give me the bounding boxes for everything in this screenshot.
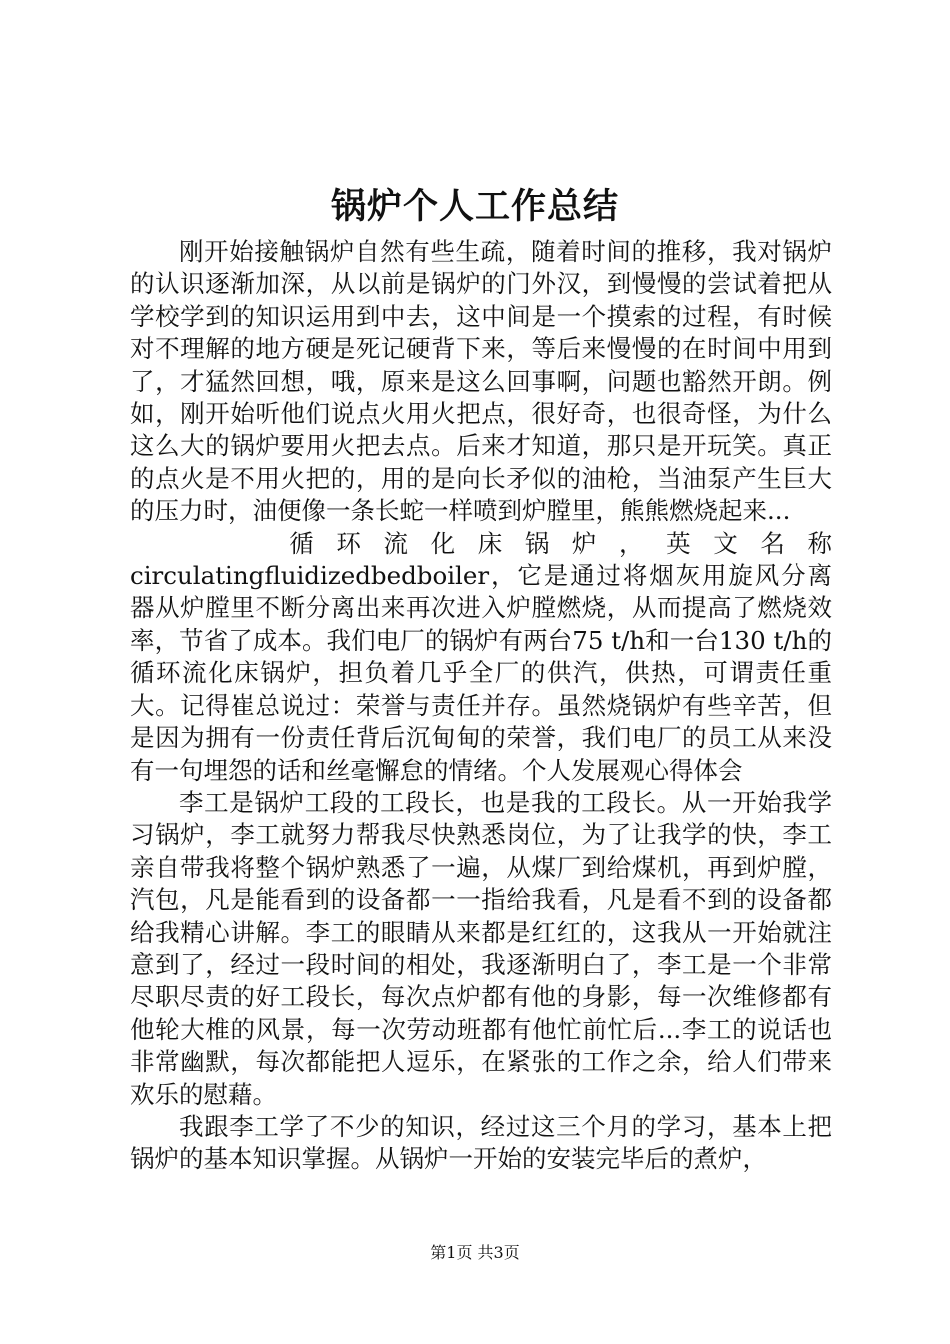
page-number-footer: 第1页 共3页 [430,1243,520,1262]
document-body [130,236,832,1176]
page-title: 锅炉个人工作总结 [330,186,619,227]
paragraph-li-gong: 李工是锅炉工段的工段长，也是我的工段长。从一开始我学习锅炉，李工就努力帮我尽快熟悉岗位，为了让我学的快，李工亲自带我将整个锅炉熟悉了一遍，从煤厂到给煤机，再到炉膛，汽包，凡是能看到的设备都一一指给我看，凡是看不到的设备都给我精心讲解。李工的眼睛从来都是红红的，这我从一开始就注意到了，经过一段时间的相处，我逐渐明白了，李工是一个非常尽职尽责的好工段长，每次点炉都有他的身影，每一次维修都有他轮大椎的风景，每一次劳动班都有他忙前忙后...李工的说话也非常幽默，每次都能把人逗乐，在紧张的工作之余，给人们带来欢乐的慰藉。 [130,787,832,1109]
paragraph-learning: 我跟李工学了不少的知识，经过这三个月的学习，基本上把锅炉的基本知识掌握。从锅炉一开始的安装完毕后的煮炉， [130,1111,832,1174]
paragraph-cfb-description: circulatingfluidizedbedboiler，它是通过将烟灰用旋风分离器从炉膛里不断分离出来再次进入炉膛燃烧，从而提高了燃烧效率，节省了成本。我们电厂的锅炉有两台75 t/h和一台130 t/h的循环流化床锅炉，担负着几乎全厂的供汽，供热，可谓责任重大。记得崔总说过：荣誉与责任并存。虽然烧锅炉有些辛苦，但是因为拥有一份责任背后沉甸甸的荣誉，我们电厂的员工从来没有一句埋怨的话和丝毫懈怠的情绪。个人发展观心得体会 [130,561,832,785]
paragraph-intro: 刚开始接触锅炉自然有些生疏，随着时间的推移，我对锅炉的认识逐渐加深，从以前是锅炉的门外汉，到慢慢的尝试着把从学校学到的知识运用到中去，这中间是一个摸索的过程，有时候对不理解的地方硬是死记硬背下来，等后来慢慢的在时间中用到了，才猛然回想，哦，原来是这么回事啊，问题也豁然开朗。例如，刚开始听他们说点火用火把点，很好奇，也很奇怪，为什么这么大的锅炉要用火把去点。后来才知道，那只是开玩笑。真正的点火是不用火把的，用的是向长矛似的油枪，当油泵产生巨大的压力时，油便像一条长蛇一样喷到炉膛里，熊熊燃烧起来... [130,237,832,526]
paragraph-cfb-heading: 循 环 流 化 床 锅 炉 ， 英 文 名 称 [289,528,832,558]
